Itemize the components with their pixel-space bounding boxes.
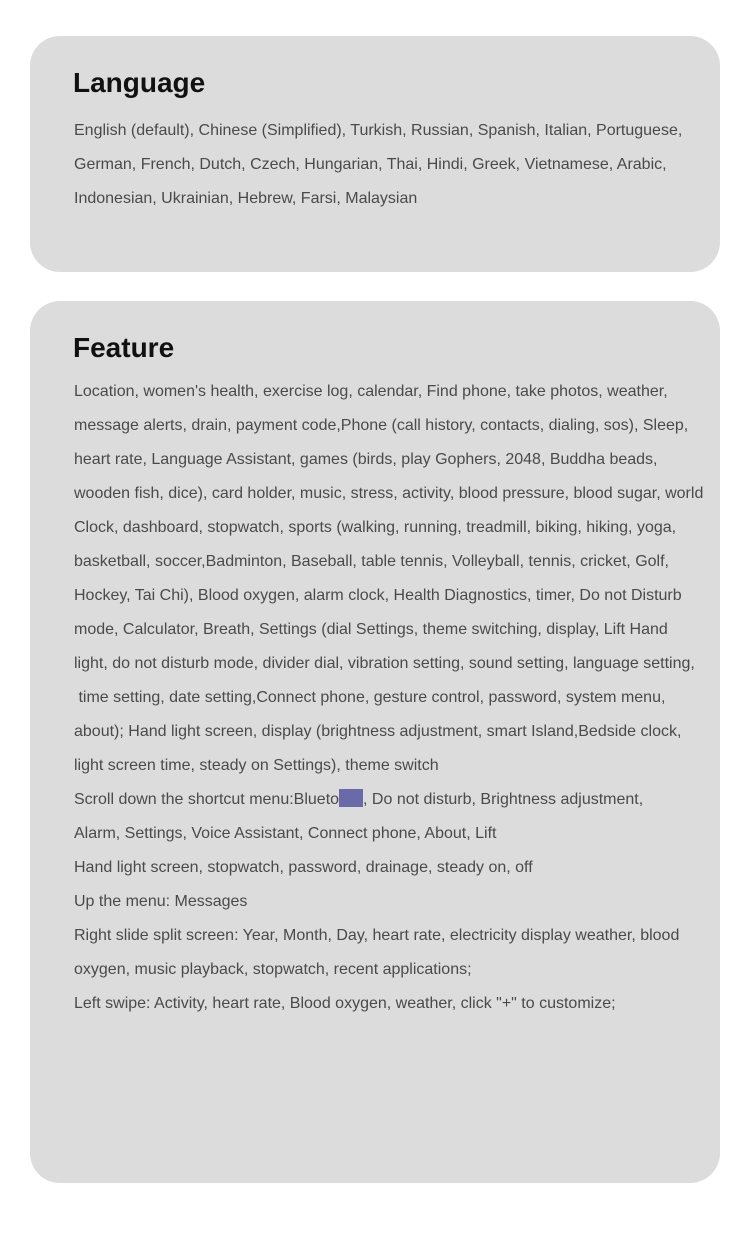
feature-line: Hockey, Tai Chi), Blood oxygen, alarm clock, Health Diagnostics, timer, Do not Disturb bbox=[74, 587, 682, 604]
feature-line: Left swipe: Activity, heart rate, Blood oxygen, weather, click "+" to customize; bbox=[74, 995, 616, 1012]
feature-line: Right slide split screen: Year, Month, Day, heart rate, electricity display weather, blood bbox=[74, 927, 680, 944]
feature-line: basketball, soccer,Badminton, Baseball, table tennis, Volleyball, tennis, cricket, Golf, bbox=[74, 553, 669, 570]
feature-line: heart rate, Language Assistant, games (birds, play Gophers, 2048, Buddha beads, bbox=[74, 451, 658, 468]
feature-line: time setting, date setting,Connect phone, gesture control, password, system menu, bbox=[74, 689, 666, 706]
shortcut-text-before: Scroll down the shortcut menu:Blueto bbox=[74, 791, 340, 808]
feature-line: mode, Calculator, Breath, Settings (dial Settings, theme switching, display, Lift Hand bbox=[74, 621, 668, 638]
shortcut-menu-line bbox=[74, 783, 710, 817]
language-line: Indonesian, Ukrainian, Hebrew, Farsi, Malaysian bbox=[74, 190, 418, 207]
feature-line: message alerts, drain, payment code,Phone (call history, contacts, dialing, sos), Sleep, bbox=[74, 417, 689, 434]
feature-line: light screen time, steady on Settings), theme switch bbox=[74, 757, 439, 774]
feature-line: Location, women's health, exercise log, calendar, Find phone, take photos, weather, bbox=[74, 383, 668, 400]
redaction-mark bbox=[339, 789, 363, 807]
feature-line: oxygen, music playback, stopwatch, recent applications; bbox=[74, 961, 472, 978]
feature-line: Alarm, Settings, Voice Assistant, Connect phone, About, Lift bbox=[74, 825, 497, 842]
feature-line: Up the menu: Messages bbox=[74, 893, 248, 910]
language-list bbox=[74, 114, 710, 216]
language-heading: Language bbox=[73, 67, 206, 98]
shortcut-text-after: , Do not disturb, Brightness adjustment, bbox=[363, 791, 644, 808]
feature-list bbox=[74, 375, 710, 1021]
language-card bbox=[30, 36, 720, 272]
language-line: English (default), Chinese (Simplified), Turkish, Russian, Spanish, Italian, Portuguese, bbox=[74, 122, 683, 139]
language-line: German, French, Dutch, Czech, Hungarian, Thai, Hindi, Greek, Vietnamese, Arabic, bbox=[74, 156, 667, 173]
feature-line: Clock, dashboard, stopwatch, sports (walking, running, treadmill, biking, hiking, yoga, bbox=[74, 519, 677, 536]
feature-line: about); Hand light screen, display (brightness adjustment, smart Island,Bedside clock, bbox=[74, 723, 682, 740]
feature-line: wooden fish, dice), card holder, music, stress, activity, blood pressure, blood sugar, world bbox=[74, 485, 704, 502]
feature-heading: Feature bbox=[73, 332, 175, 363]
feature-line: Hand light screen, stopwatch, password, drainage, steady on, off bbox=[74, 859, 533, 876]
feature-card bbox=[30, 301, 720, 1183]
feature-line: light, do not disturb mode, divider dial, vibration setting, sound setting, language setting, bbox=[74, 655, 695, 672]
